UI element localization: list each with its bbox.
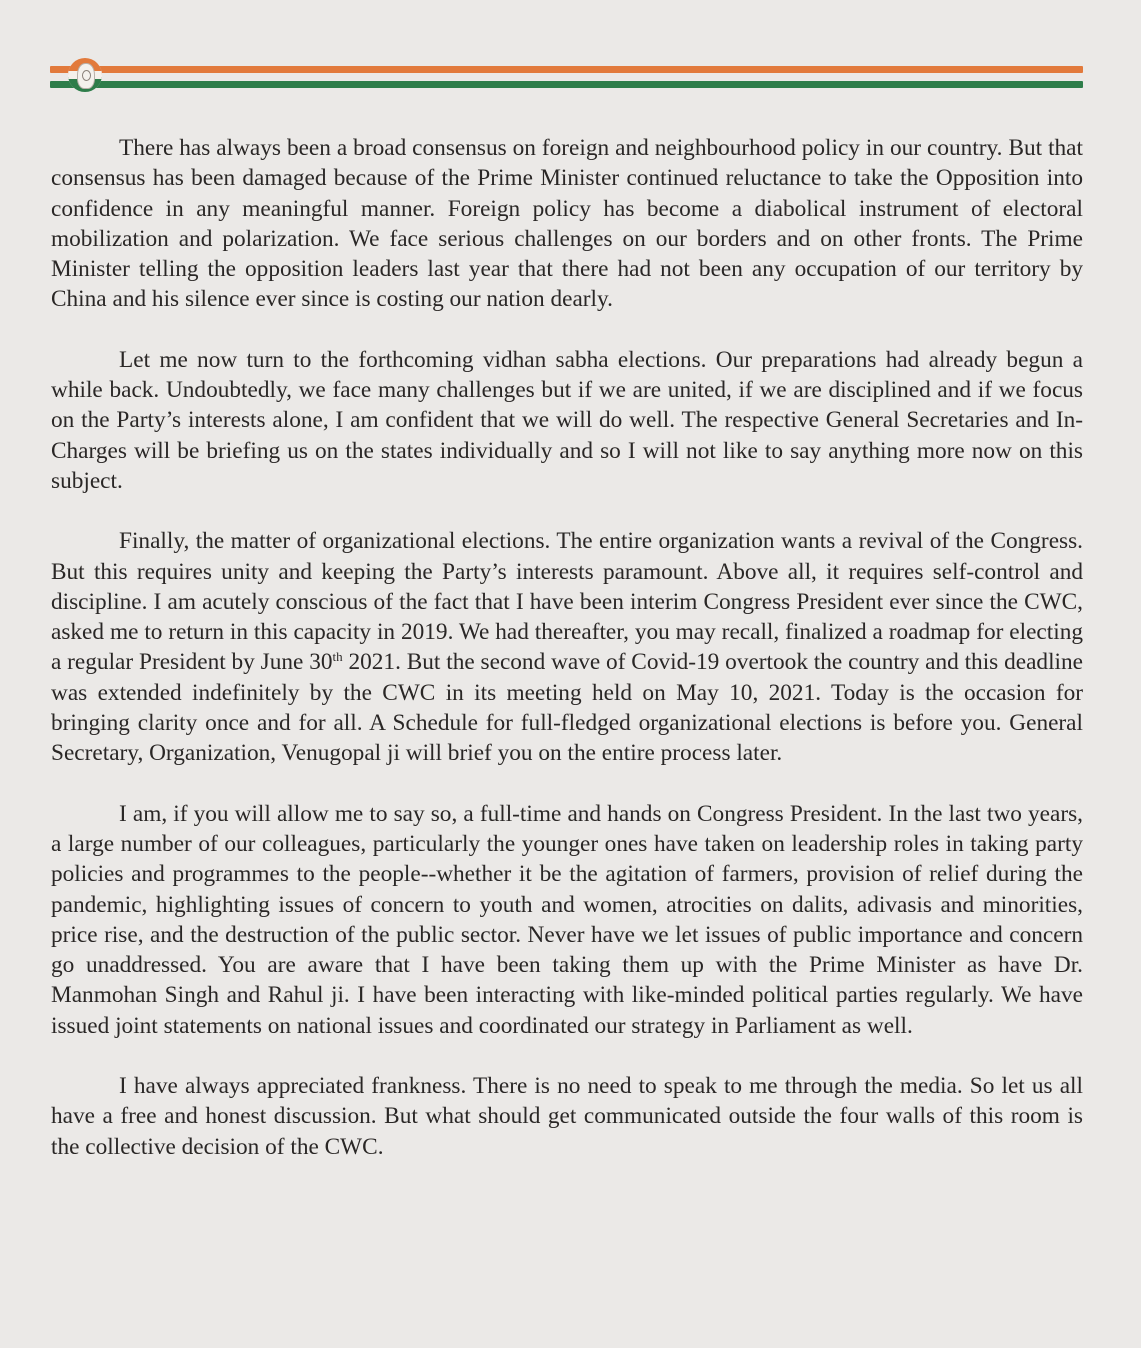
orange-stripe xyxy=(50,66,1083,73)
paragraph-full-time-president: I am, if you will allow me to say so, a full-time and hands on Congress President. In the last two years, a large number of our colleagues, particularly the younger ones have taken on leadership roles in taking party policies and programmes to the people--whether it be the agitation of farmers, provision of relief during the pandemic, highlighting issues of concern to youth and women, atrocities on dalits, adivasis and minorities, price rise, and the destruction of the public sector. Never have we let issues of public importance and concern go unaddressed. You are aware that I have been taking them up with the Prime Minister as have Dr. Manmohan Singh and Rahul ji. I have been interacting with like-minded political parties regularly. We have issued joint statements on national issues and coordinated our strategy in Parliament as well. xyxy=(51,800,1083,1039)
paragraph-organizational-elections xyxy=(51,526,1083,768)
paragraph-foreign-policy: There has always been a broad consensus on foreign and neighbourhood policy in our country. But that consensus has been damaged because of the Prime Minister continued reluctance to take the Opposition into confidence in any meaningful manner. Foreign policy has become a diabolical instrument of electoral mobilization and polarization. We face serious challenges on our borders and on other fronts. The Prime Minister telling the opposition leaders last year that there had not been any occupation of our territory by China and his silence ever since is costing our nation dearly. xyxy=(51,135,1083,313)
document-body xyxy=(51,133,1083,1192)
paragraph-text: Finally, the matter of organizational elections. The entire organization wants a revival of the Congress. But this requires unity and keeping the Party’s interests paramount. Above all, it requires self-control and discipline. I am acutely conscious of the fact that I have been interim Congress President ever since the CWC, asked me to return in this capacity in 2019. We had thereafter, you may recall, finalized a roadmap for electing a regular President by June 30 xyxy=(51,528,1083,676)
paragraph-text: 2021. But the second wave of Covid-19 overtook the country and this deadline was extended indefinitely by the CWC in its meeting held on May 10, 2021. Today is the occasion for bringing clarity once and for all. A Schedule for full-fledged organizational elections is before you. General Secretary, Organization, Venugopal ji will brief you on the entire process later. xyxy=(51,649,1083,767)
paragraph-vidhan-sabha-elections: Let me now turn to the forthcoming vidhan sabha elections. Our preparations had already begun a while back. Undoubtedly, we face many challenges but if we are united, if we are disciplined and if we focus on the Party’s interests alone, I am confident that we will do well. The respective General Secretaries and In-Charges will be briefing us on the states individually and so I will not like to say anything more now on this subject. xyxy=(51,346,1083,494)
paragraph-frankness: I have always appreciated frankness. There is no need to speak to me through the media. So let us all have a free and honest discussion. But what should get communicated outside the four walls of this room is the collective decision of the CWC. xyxy=(51,1073,1083,1160)
congress-hand-emblem-icon xyxy=(68,58,102,92)
tricolor-header xyxy=(50,64,1083,92)
green-stripe xyxy=(50,81,1083,88)
ordinal-suffix: th xyxy=(332,649,343,665)
